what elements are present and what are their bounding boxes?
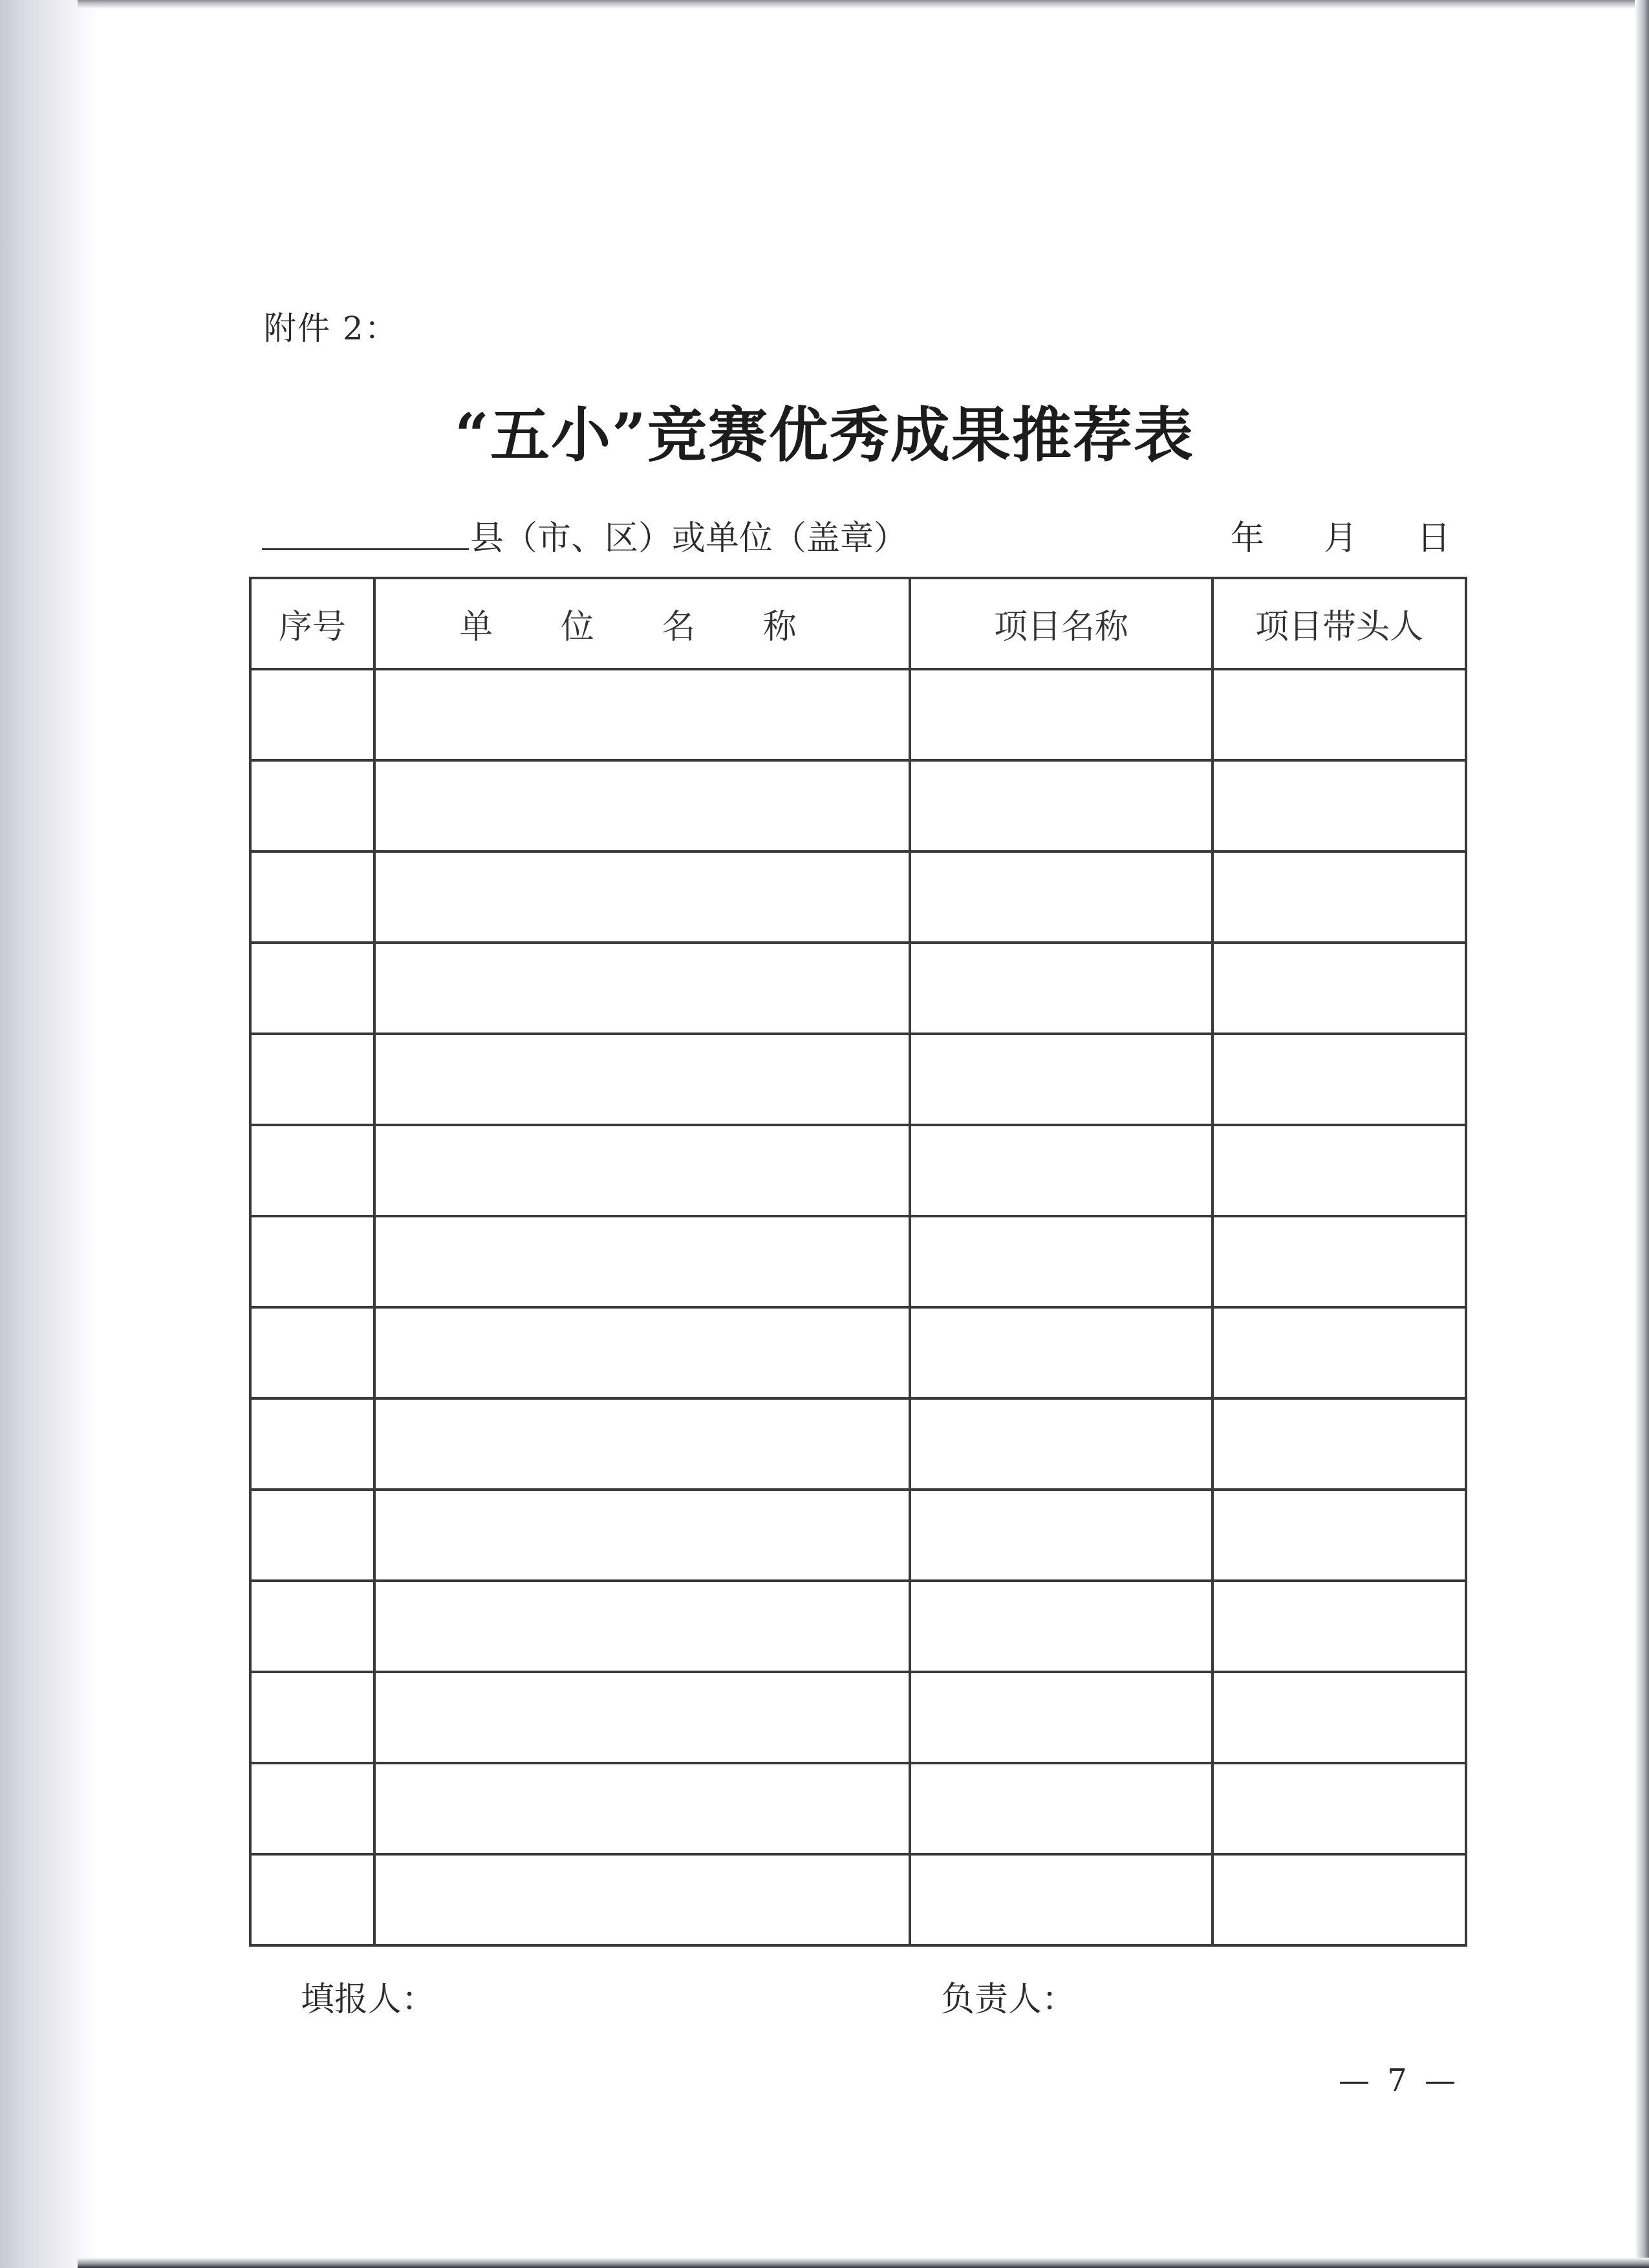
table-row: [250, 1672, 1466, 1763]
table-row: [250, 943, 1466, 1034]
cell-project-leader[interactable]: [1212, 669, 1466, 760]
table-row: [250, 851, 1466, 943]
cell-serial-number[interactable]: [250, 1581, 374, 1672]
cell-serial-number[interactable]: [250, 1490, 374, 1581]
cell-unit-name[interactable]: [374, 1763, 910, 1854]
cell-project-name[interactable]: [910, 669, 1212, 760]
table-body: [250, 669, 1466, 1945]
table-header-row: [250, 578, 1466, 669]
county-unit-label: 县（市、区）或单位（盖章）: [470, 519, 908, 558]
cell-project-leader[interactable]: [1212, 943, 1466, 1034]
header-serial-number: 序号: [250, 578, 374, 669]
date-year-label: 年: [1230, 519, 1266, 558]
cell-serial-number[interactable]: [250, 760, 374, 851]
cell-project-name[interactable]: [910, 760, 1212, 851]
cell-project-name[interactable]: [910, 1854, 1212, 1945]
cell-unit-name[interactable]: [374, 1125, 910, 1216]
cell-project-leader[interactable]: [1212, 1216, 1466, 1307]
cell-serial-number[interactable]: [250, 851, 374, 943]
cell-serial-number[interactable]: [250, 669, 374, 760]
table-row: [250, 1490, 1466, 1581]
cell-project-name[interactable]: [910, 1307, 1212, 1398]
cell-project-leader[interactable]: [1212, 1490, 1466, 1581]
cell-serial-number[interactable]: [250, 1216, 374, 1307]
cell-project-name[interactable]: [910, 851, 1212, 943]
attachment-label: 附件 2：: [264, 310, 398, 347]
cell-project-name[interactable]: [910, 1490, 1212, 1581]
cell-project-leader[interactable]: [1212, 1398, 1466, 1490]
scan-bottom-edge: [78, 2258, 1649, 2268]
responsible-label: 负责人：: [941, 1980, 1076, 2019]
table-row: [250, 669, 1466, 760]
cell-unit-name[interactable]: [374, 669, 910, 760]
cell-project-leader[interactable]: [1212, 1034, 1466, 1125]
table-row: [250, 1034, 1466, 1125]
cell-project-name[interactable]: [910, 1125, 1212, 1216]
cell-unit-name[interactable]: [374, 1307, 910, 1398]
cell-project-leader[interactable]: [1212, 1763, 1466, 1854]
table-row: [250, 1307, 1466, 1398]
cell-unit-name[interactable]: [374, 1490, 910, 1581]
cell-serial-number[interactable]: [250, 1125, 374, 1216]
table-row: [250, 1581, 1466, 1672]
county-blank-field[interactable]: [262, 548, 469, 550]
cell-unit-name[interactable]: [374, 1034, 910, 1125]
scan-top-edge: [78, 0, 1649, 9]
cell-project-leader[interactable]: [1212, 1672, 1466, 1763]
cell-project-name[interactable]: [910, 1398, 1212, 1490]
date-label: [1231, 511, 1452, 559]
page-number: — 7 —: [1339, 2062, 1460, 2099]
table-row: [250, 1125, 1466, 1216]
cell-project-name[interactable]: [910, 1672, 1212, 1763]
cell-project-leader[interactable]: [1212, 1854, 1466, 1945]
cell-unit-name[interactable]: [374, 1854, 910, 1945]
header-project-leader: 项目带头人: [1212, 578, 1466, 669]
date-month-label: 月: [1323, 519, 1359, 558]
cell-project-leader[interactable]: [1212, 851, 1466, 943]
cell-unit-name[interactable]: [374, 1216, 910, 1307]
cell-project-name[interactable]: [910, 1034, 1212, 1125]
recommendation-table: [249, 577, 1467, 1947]
table-row: [250, 1216, 1466, 1307]
table-row: [250, 1398, 1466, 1490]
cell-project-name[interactable]: [910, 943, 1212, 1034]
scan-spine-shadow: [0, 0, 97, 2268]
cell-unit-name[interactable]: [374, 760, 910, 851]
form-title: “五小”竞赛优秀成果推荐表: [455, 400, 1194, 470]
cell-project-leader[interactable]: [1212, 1581, 1466, 1672]
scan-right-edge: [1635, 0, 1649, 2268]
filler-label: 填报人：: [301, 1980, 436, 2019]
cell-project-leader[interactable]: [1212, 1125, 1466, 1216]
header-unit-name: 单 位 名 称: [374, 578, 910, 669]
cell-project-name[interactable]: [910, 1763, 1212, 1854]
cell-project-leader[interactable]: [1212, 1307, 1466, 1398]
cell-project-name[interactable]: [910, 1216, 1212, 1307]
cell-unit-name[interactable]: [374, 943, 910, 1034]
table-row: [250, 760, 1466, 851]
date-day-label: 日: [1416, 519, 1452, 558]
cell-serial-number[interactable]: [250, 1307, 374, 1398]
cell-serial-number[interactable]: [250, 1672, 374, 1763]
header-project-name: 项目名称: [910, 578, 1212, 669]
unit-date-line: [262, 511, 1452, 556]
cell-serial-number[interactable]: [250, 1763, 374, 1854]
cell-project-name[interactable]: [910, 1581, 1212, 1672]
cell-serial-number[interactable]: [250, 943, 374, 1034]
table-row: [250, 1763, 1466, 1854]
cell-unit-name[interactable]: [374, 1672, 910, 1763]
cell-unit-name[interactable]: [374, 1398, 910, 1490]
cell-serial-number[interactable]: [250, 1034, 374, 1125]
cell-project-leader[interactable]: [1212, 760, 1466, 851]
cell-serial-number[interactable]: [250, 1398, 374, 1490]
cell-unit-name[interactable]: [374, 1581, 910, 1672]
cell-unit-name[interactable]: [374, 851, 910, 943]
cell-serial-number[interactable]: [250, 1854, 374, 1945]
table-row: [250, 1854, 1466, 1945]
